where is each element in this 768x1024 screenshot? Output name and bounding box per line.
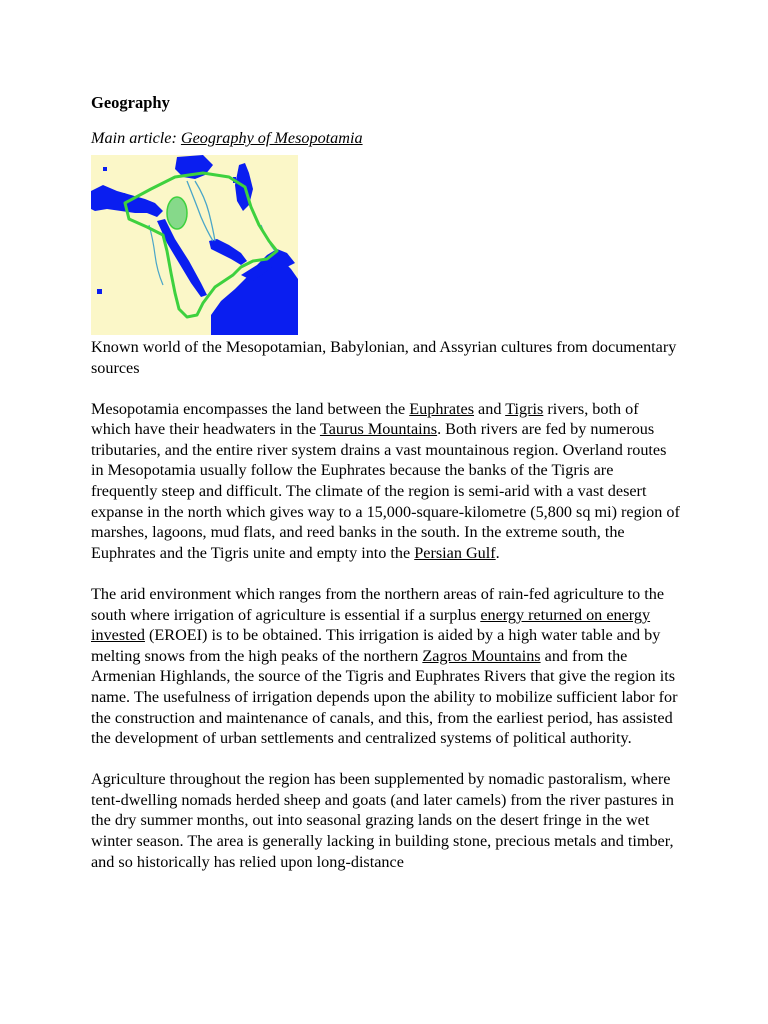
- section-heading: Geography: [91, 93, 170, 112]
- main-article-note: [91, 128, 681, 148]
- map-spot: [103, 167, 107, 171]
- link-euphrates[interactable]: Euphrates: [409, 399, 474, 418]
- p2-text-1: The arid environment which ranges from the northern areas of rain-fed agriculture to the south where irrigation of agriculture is essential if a surplus: [91, 584, 665, 624]
- main-article-prefix: Main article:: [91, 129, 181, 147]
- p1-text-5: .: [495, 543, 500, 562]
- map-caption: Known world of the Mesopotamian, Babylonian, and Assyrian cultures from documentary sources: [91, 338, 677, 377]
- link-zagros-mountains[interactable]: Zagros Mountains: [422, 646, 541, 665]
- p2-text-3: and from the Armenian Highlands, the source of the Tigris and Euphrates Rivers that give the region its name. The usefulness of irrigation depends upon the ability to mobilize sufficient labor for the construction and maintenance of canals, and this, from the earliest period, has assisted the development of urban settlements and centralized systems of political authority.: [91, 646, 678, 748]
- paragraph-agriculture: Agriculture throughout the region has been supplemented by nomadic pastoralism, where tent-dwelling nomads herded sheep and goats (and later camels) from the river pastures in the dry summer months, out into seasonal grazing lands on the desert fringe in the wet winter season. The area is generally lacking in building stone, precious metals and timber, and so historically has relied upon long-distance: [91, 770, 675, 871]
- document-page: [91, 92, 681, 872]
- p1-text-1: Mesopotamia encompasses the land between the: [91, 399, 410, 418]
- paragraph-irrigation: [91, 584, 681, 749]
- p1-text-4: . Both rivers are fed by numerous tributaries, and the entire river system drains a vast mountainous region. Overland routes in Mesopotamia usually follow the Euphrates because the banks of the Tigris are frequently steep and difficult. The climate of the region is semi-arid with a vast desert expanse in the north which gives way to a 15,000-square-kilometre (5,800 sq mi) region of marshes, lagoons, mud flats, and reed banks in the south. In the extreme south, the Euphrates and the Tigris unite and empty into the: [91, 420, 680, 562]
- map-image: [91, 155, 298, 335]
- p1-text-2: and: [474, 399, 506, 418]
- link-persian-gulf[interactable]: Persian Gulf: [414, 543, 496, 562]
- p2-text-2: (EROEI) is to be obtained. This irrigation is aided by a high water table and by melting snows from the high peaks of the northern: [91, 626, 661, 665]
- link-taurus-mountains[interactable]: Taurus Mountains: [319, 420, 438, 439]
- map-mesopotamia-region: [167, 197, 187, 229]
- p1-text-3: rivers, both of which have their headwaters in the: [91, 399, 639, 439]
- map-spot: [97, 289, 102, 294]
- link-eroei[interactable]: energy returned on energy invested: [91, 605, 651, 645]
- main-article-link[interactable]: Geography of Mesopotamia: [180, 129, 363, 147]
- paragraph-rivers: [91, 399, 681, 564]
- map-svg: [91, 155, 298, 335]
- link-tigris[interactable]: Tigris: [505, 399, 544, 418]
